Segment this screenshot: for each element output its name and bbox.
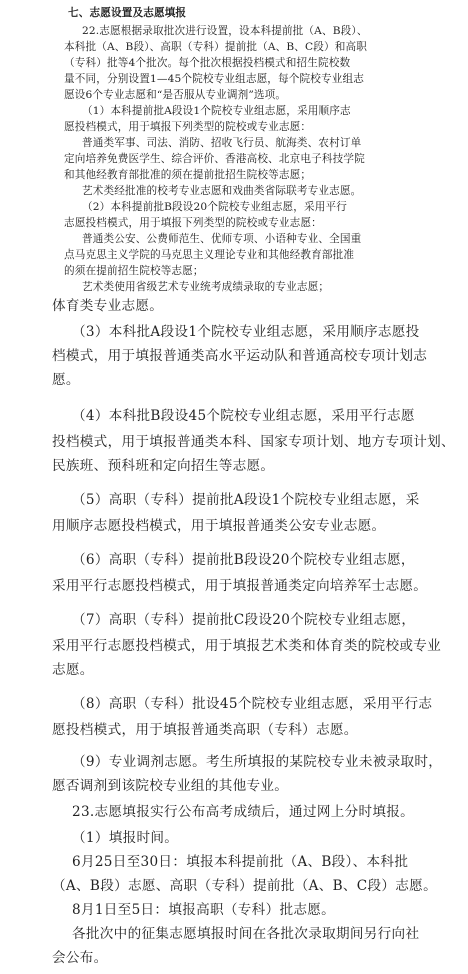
text-line-20: （1）填报时间。 xyxy=(72,830,179,846)
text-line-small-10: 和其他经教育部批准的须在提前批招生院校等志愿； xyxy=(64,169,312,181)
text-line-18: 愿否调剂到该院校专业组的其他专业。 xyxy=(52,778,289,794)
text-line-9: 用顺序志愿投档模式，用于填报普通类公安专业志愿。 xyxy=(52,518,386,534)
text-line-21: 6月25日至30日：填报本科提前批（A、B段）、本科批 xyxy=(72,854,409,870)
text-line-19: 23.志愿填报实行公布高考成绩后，通过网上分时填报。 xyxy=(72,804,415,820)
text-line-7: 民族班、预科班和定向招生等志愿。 xyxy=(52,458,275,474)
text-line-13: 采用平行志愿投档模式，用于填报艺术类和体育类的院校或专业 xyxy=(52,638,442,654)
text-line-25: 会公布。 xyxy=(52,950,108,966)
text-line-small-16: 的须在提前招生院校等志愿； xyxy=(64,265,204,277)
text-line-small-9: 定向培养免费医学生、综合评价、香港高校、北京电子科技学院 xyxy=(64,153,365,165)
text-line-24: 各批次中的征集志愿填报时间在各批次录取期间另行向社 xyxy=(72,926,420,942)
text-line-16: 愿投档模式，用于填报普通类高职（专科）志愿。 xyxy=(52,722,358,738)
text-line-5: （4）本科批B段设45个院校专业组志愿，采用平行志愿 xyxy=(72,408,415,424)
text-line-small-15: 点马克思主义学院的马克思主义理论专业和其他经教育部批准 xyxy=(64,249,355,261)
text-line-small-14: 普通类公安、公费师范生、优师专项、小语种专业、全国重 xyxy=(82,233,362,245)
text-line-small-1: 22.志愿根据录取批次进行设置，设本科提前批（A、B段）、 xyxy=(82,25,368,37)
text-line-14: 志愿。 xyxy=(52,662,94,678)
text-line-4: 愿。 xyxy=(52,372,80,388)
text-line-small-8: 普通类军事、司法、消防、招收飞行员、航海类、农村订单 xyxy=(82,137,362,149)
text-line-15: （8）高职（专科）批设45个院校专业组志愿，采用平行志 xyxy=(72,696,433,712)
text-line-small-2: 本科批（A、B段）、高职（专科）提前批（A、B、C段）和高职 xyxy=(64,41,368,53)
text-line-small-12: （2）本科提前批B段设20个院校专业组志愿，采用平行 xyxy=(82,201,347,213)
text-line-small-5: 愿设6个专业志愿和“是否服从专业调剂”选项。 xyxy=(64,89,287,101)
text-line-3: 档模式，用于填报普通类高水平运动队和普通高校专项计划志 xyxy=(52,348,428,364)
section-heading: 七、志愿设置及志愿填报 xyxy=(68,7,187,19)
text-line-small-6: （1）本科提前批A段设1个院校专业组志愿，采用顺序志 xyxy=(82,105,351,117)
text-line-8: （5）高职（专科）提前批A段设1个院校专业组志愿，采 xyxy=(72,492,420,508)
text-line-10: （6）高职（专科）提前批B段设20个院校专业组志愿， xyxy=(72,552,415,568)
text-line-17: （9）专业调剂志愿。考生所填报的某院校专业未被录取时， xyxy=(72,754,443,770)
text-line-11: 采用平行志愿投档模式，用于填报普通类定向培养军士志愿。 xyxy=(52,578,428,594)
text-line-small-7: 愿投档模式，用于填报下列类型的院校或专业志愿： xyxy=(64,121,312,133)
text-line-small-4: 量不同，分别设置1—45个院校专业组志愿，每个院校专业组志 xyxy=(64,73,365,85)
text-line-12: （7）高职（专科）提前批C段设20个院校专业组志愿， xyxy=(72,612,416,628)
text-line-23: 8月1日至5日：填报高职（专科）批志愿。 xyxy=(72,902,336,918)
text-line-small-11: 艺术类经批准的校考专业志愿和戏曲类省际联考专业志愿。 xyxy=(82,185,362,197)
text-line-1: 体育类专业志愿。 xyxy=(52,298,164,314)
text-line-2: （3）本科批A段设1个院校专业组志愿，采用顺序志愿投 xyxy=(72,324,420,340)
text-line-small-13: 志愿投档模式，用于填报下列类型的院校或专业志愿： xyxy=(64,217,322,229)
text-line-small-3: （专科）批等4个批次。每个批次根据投档模式和招生院校数 xyxy=(64,57,351,69)
text-line-small-17: 艺术类使用省级艺术专业统考成绩录取的专业志愿； xyxy=(82,281,330,293)
text-line-22: （A、B段）志愿、高职（专科）提前批（A、B、C段）志愿。 xyxy=(52,878,437,894)
text-line-6: 投档模式，用于填报普通类本科、国家专项计划、地方专项计划、 xyxy=(52,434,455,450)
